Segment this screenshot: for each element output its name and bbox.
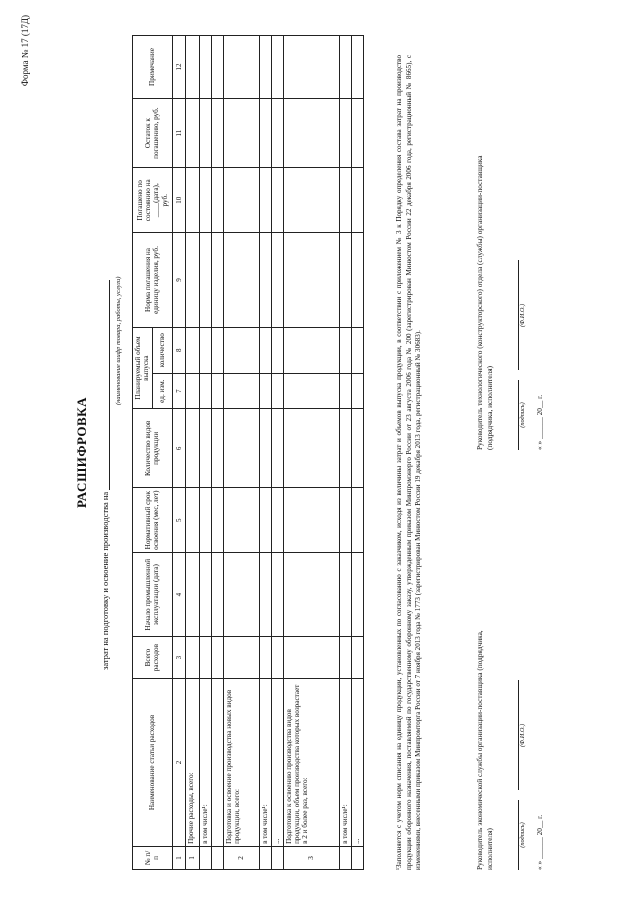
empty-cell[interactable]	[199, 488, 211, 553]
header-total: Всего расходов	[133, 637, 173, 679]
header-repaid-line3: руб.	[160, 194, 169, 207]
empty-cell[interactable]	[339, 409, 351, 488]
footnote: ¹Заполняется с учетом норм списания на единицу продукции, установленных по согласованию с заказчиком, исходя из величины затрат и объемов выпуска продукции, в соответствии с приложением № 3 к Порядку определения состава затрат на производство продукции оборонного назначения, поставляемой по государственному оборонному заказу, утвержденным приказом Минпромэнерго России от 23 августа 2006 года № 200 (зарегистрирован Минюстом России 22 декабря 2006 года, регистрационный № 8665), с изменениями, внесенными приказом Минпромторга России от 7 ноября 2013 года № 1773 (зарегистрирован Минюстом России 19 декабря 2013 года, регистрационный № 30683).	[395, 55, 423, 870]
header-start: Начало промышленной эксплуатации (дата)	[133, 553, 173, 637]
signature-left-fio-line	[510, 680, 519, 790]
subtitle-hint: (наименование шифр товара, работы, услуги)	[115, 276, 122, 405]
table-row	[339, 36, 351, 870]
empty-cell[interactable]	[339, 99, 351, 168]
empty-cell[interactable]	[351, 488, 363, 553]
signature-right-fio-hint: (Ф.И.О.)	[518, 303, 526, 327]
signature-right-sign-hint: (подпись)	[518, 402, 526, 428]
table-row	[223, 36, 259, 870]
empty-cell[interactable]	[271, 168, 283, 233]
header-name: Наименование статьи расходов	[133, 679, 173, 847]
empty-cell[interactable]	[185, 637, 199, 679]
col-number: 8	[172, 327, 185, 373]
empty-cell[interactable]	[259, 488, 271, 553]
empty-cell[interactable]	[271, 553, 283, 637]
table-body	[185, 36, 363, 870]
empty-cell[interactable]	[223, 327, 259, 373]
empty-cell[interactable]	[259, 373, 271, 409]
header-qty: количество	[152, 327, 172, 373]
row-number: 3	[283, 846, 339, 869]
signature-left-fio-hint: (Ф.И.О.)	[518, 723, 526, 747]
empty-cell[interactable]	[271, 327, 283, 373]
empty-cell[interactable]	[283, 488, 339, 553]
row-number: 2	[223, 846, 259, 869]
empty-cell[interactable]	[211, 327, 223, 373]
empty-cell[interactable]	[211, 233, 223, 327]
row-number	[351, 846, 363, 869]
empty-cell[interactable]	[185, 553, 199, 637]
row-name: ...	[351, 679, 363, 847]
empty-cell[interactable]	[351, 553, 363, 637]
empty-cell[interactable]	[283, 373, 339, 409]
document-subtitle	[100, 280, 110, 670]
empty-cell[interactable]	[199, 168, 211, 233]
row-name: Прочие расходы, всего:	[185, 679, 199, 847]
table-row	[351, 36, 363, 870]
empty-cell[interactable]	[259, 637, 271, 679]
col-number: 12	[172, 36, 185, 99]
signature-right-sign-line	[510, 380, 519, 450]
empty-cell[interactable]	[211, 168, 223, 233]
signature-right-date: « » ______ 20__ г.	[535, 394, 545, 450]
empty-cell[interactable]	[351, 637, 363, 679]
empty-cell[interactable]	[283, 36, 339, 99]
header-norm: Норма погашения на единицу изделия, руб.	[133, 233, 173, 327]
table-row	[185, 36, 199, 870]
empty-cell[interactable]	[259, 99, 271, 168]
col-number: 3	[172, 637, 185, 679]
header-repaid-line2: ____(дата),	[152, 183, 161, 218]
table-row	[259, 36, 271, 870]
header-rest: Остаток к погашению, руб.	[133, 99, 173, 168]
empty-cell[interactable]	[199, 409, 211, 488]
signature-left-sign-hint: (подпись)	[518, 822, 526, 848]
empty-cell[interactable]	[185, 409, 199, 488]
form-number: Форма № 17 (17Д)	[20, 15, 30, 87]
empty-cell[interactable]	[351, 99, 363, 168]
empty-cell[interactable]	[339, 327, 351, 373]
empty-cell[interactable]	[223, 168, 259, 233]
col-number: 1	[172, 846, 185, 869]
row-number: 1	[185, 846, 199, 869]
header-repaid	[133, 168, 173, 233]
empty-cell[interactable]	[223, 637, 259, 679]
empty-cell[interactable]	[223, 99, 259, 168]
empty-cell[interactable]	[199, 233, 211, 327]
empty-cell[interactable]	[185, 327, 199, 373]
document-title: РАСШИФРОВКА	[74, 397, 89, 508]
empty-cell[interactable]	[199, 637, 211, 679]
empty-cell[interactable]	[283, 637, 339, 679]
col-number: 10	[172, 168, 185, 233]
empty-cell[interactable]	[283, 409, 339, 488]
empty-cell[interactable]	[211, 373, 223, 409]
row-name: в том числе¹:	[259, 679, 271, 847]
empty-cell[interactable]	[283, 168, 339, 233]
empty-cell[interactable]	[223, 488, 259, 553]
table-row	[199, 36, 211, 870]
empty-cell[interactable]	[211, 553, 223, 637]
empty-cell[interactable]	[259, 168, 271, 233]
empty-cell[interactable]	[351, 373, 363, 409]
col-number: 6	[172, 409, 185, 488]
empty-cell[interactable]	[211, 36, 223, 99]
signature-left-role: Руководитель экономической службы организации-поставщика (подрядчика, исполнителя)	[475, 630, 494, 870]
empty-cell[interactable]	[185, 99, 199, 168]
header-volume: Планируемый объем выпуска	[133, 327, 153, 409]
empty-cell[interactable]	[185, 233, 199, 327]
empty-cell[interactable]	[283, 553, 339, 637]
empty-cell[interactable]	[339, 168, 351, 233]
signature-right-role: Руководитель технологического (конструкторского) отдела (службы) организации-поставщика (подрядчика, исполнителя)	[475, 155, 494, 450]
empty-cell[interactable]	[271, 233, 283, 327]
row-number	[339, 846, 351, 869]
table-row	[283, 36, 339, 870]
col-number: 7	[172, 373, 185, 409]
row-name: Подготовка к освоению производства видов продукции, объем производства которых возрастает в 2 и более раз, всего:	[283, 679, 339, 847]
empty-cell[interactable]	[339, 373, 351, 409]
table-row	[271, 36, 283, 870]
empty-cell[interactable]	[223, 233, 259, 327]
empty-cell[interactable]	[211, 637, 223, 679]
empty-cell[interactable]	[271, 637, 283, 679]
col-number: 5	[172, 488, 185, 553]
header-types: Количество видов продукции	[133, 409, 173, 488]
header-no: № п/п	[133, 846, 173, 869]
row-name: Подготовка и освоение производства новых видов продукции, всего:	[223, 679, 259, 847]
empty-cell[interactable]	[185, 36, 199, 99]
empty-cell[interactable]	[283, 233, 339, 327]
empty-cell[interactable]	[351, 168, 363, 233]
empty-cell[interactable]	[339, 637, 351, 679]
empty-cell[interactable]	[339, 233, 351, 327]
empty-cell[interactable]	[223, 409, 259, 488]
row-number	[259, 846, 271, 869]
header-term: Нормативный срок освоения (мес, лет)	[133, 488, 173, 553]
empty-cell[interactable]	[271, 373, 283, 409]
empty-cell[interactable]	[211, 409, 223, 488]
header-unit: ед. изм.	[152, 373, 172, 409]
signature-right-fio-line	[510, 260, 519, 370]
empty-cell[interactable]	[271, 409, 283, 488]
col-number: 2	[172, 679, 185, 847]
empty-cell[interactable]	[223, 553, 259, 637]
empty-cell[interactable]	[271, 488, 283, 553]
empty-cell[interactable]	[259, 327, 271, 373]
empty-cell[interactable]	[351, 233, 363, 327]
empty-cell[interactable]	[259, 233, 271, 327]
empty-cell[interactable]	[339, 36, 351, 99]
empty-cell[interactable]	[199, 36, 211, 99]
empty-cell[interactable]	[351, 327, 363, 373]
row-name	[211, 679, 223, 847]
empty-cell[interactable]	[199, 553, 211, 637]
empty-cell[interactable]	[259, 36, 271, 99]
signature-left	[475, 600, 545, 870]
rotated-sheet	[20, 15, 620, 890]
empty-cell[interactable]	[271, 36, 283, 99]
empty-cell[interactable]	[211, 488, 223, 553]
column-number-row	[172, 36, 185, 870]
empty-cell[interactable]	[185, 168, 199, 233]
row-number	[199, 846, 211, 869]
header-note: Примечание	[133, 36, 173, 99]
signature-left-date: « » ______ 20__ г.	[535, 814, 545, 870]
table-row	[211, 36, 223, 870]
empty-cell[interactable]	[283, 99, 339, 168]
empty-cell[interactable]	[283, 327, 339, 373]
row-number	[271, 846, 283, 869]
col-number: 4	[172, 553, 185, 637]
empty-cell[interactable]	[199, 373, 211, 409]
empty-cell[interactable]	[351, 36, 363, 99]
empty-cell[interactable]	[259, 553, 271, 637]
empty-cell[interactable]	[199, 327, 211, 373]
empty-cell[interactable]	[185, 488, 199, 553]
expense-table	[132, 35, 364, 870]
signature-right	[475, 150, 545, 450]
header-row-1	[133, 36, 153, 870]
row-name: в том числе¹:	[199, 679, 211, 847]
empty-cell[interactable]	[223, 373, 259, 409]
empty-cell[interactable]	[259, 409, 271, 488]
empty-cell[interactable]	[211, 99, 223, 168]
empty-cell[interactable]	[339, 488, 351, 553]
header-repaid-line1: Погашено по состоянию на	[135, 179, 152, 222]
row-name: ...	[271, 679, 283, 847]
empty-cell[interactable]	[271, 99, 283, 168]
subtitle-text: затрат на подготовку и освоение производства на	[100, 491, 110, 670]
col-number: 9	[172, 233, 185, 327]
empty-cell[interactable]	[339, 553, 351, 637]
empty-cell[interactable]	[199, 99, 211, 168]
col-number: 11	[172, 99, 185, 168]
empty-cell[interactable]	[185, 373, 199, 409]
empty-cell[interactable]	[351, 409, 363, 488]
signature-left-sign-line	[510, 800, 519, 870]
subtitle-blank-line	[101, 280, 110, 490]
row-number	[211, 846, 223, 869]
empty-cell[interactable]	[223, 36, 259, 99]
row-name: в том числе¹:	[339, 679, 351, 847]
